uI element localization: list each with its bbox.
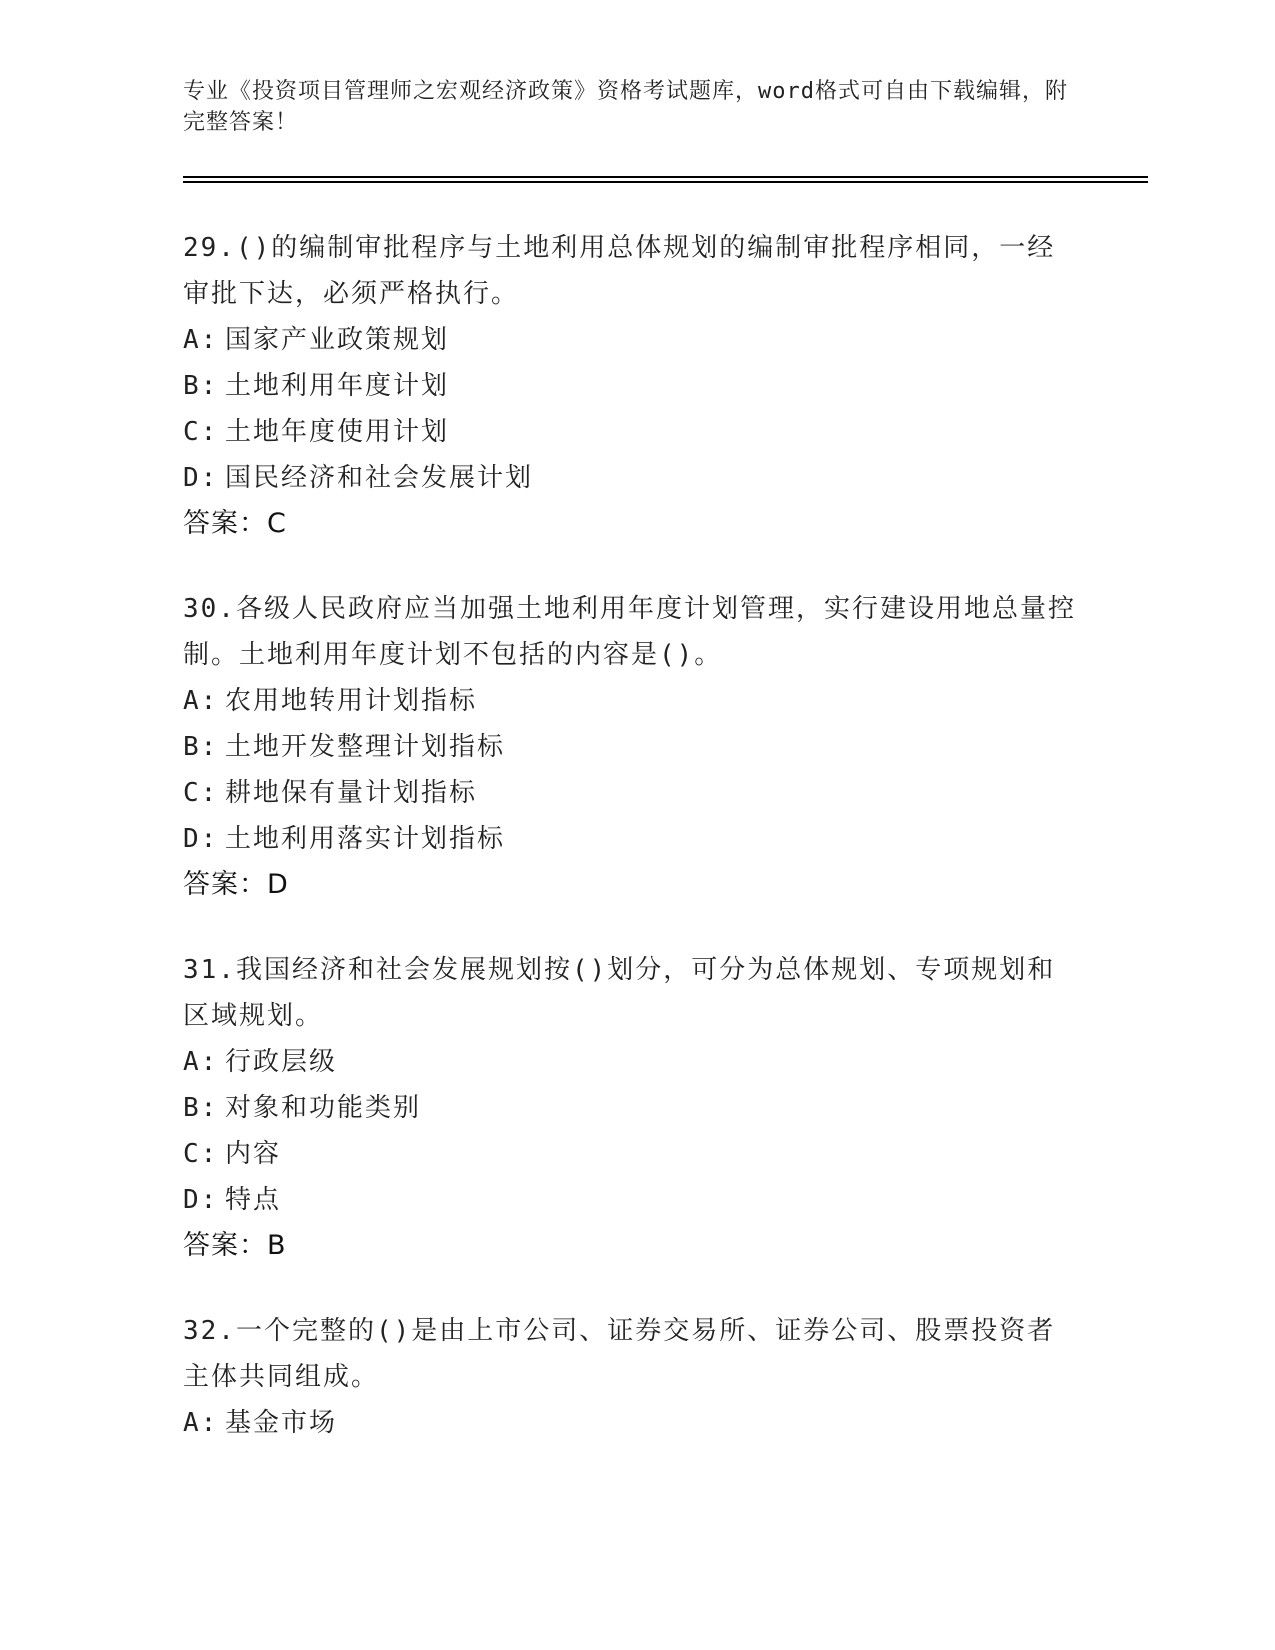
option-b <box>183 1085 1083 1131</box>
question-text: 32.一个完整的()是由上市公司、证券交易所、证券公司、股票投资者主体共同组成。 <box>183 1316 1056 1392</box>
option-letter: A: <box>183 1047 219 1077</box>
option-d <box>183 816 1083 862</box>
option-text: 对象和功能类别 <box>225 1093 422 1123</box>
option-a <box>183 1039 1083 1085</box>
option-d <box>183 455 1083 501</box>
option-text: 耕地保有量计划指标 <box>225 778 478 808</box>
option-a <box>183 678 1083 724</box>
option-text: 土地年度使用计划 <box>225 417 450 447</box>
question-text: 31.我国经济和社会发展规划按()划分，可分为总体规划、专项规划和区域规划。 <box>183 955 1056 1031</box>
option-text: 行政层级 <box>225 1047 338 1077</box>
question-block <box>183 1308 1083 1446</box>
option-text: 土地利用落实计划指标 <box>225 824 506 854</box>
question-block <box>183 225 1083 547</box>
question-block <box>183 586 1083 908</box>
option-text: 国民经济和社会发展计划 <box>225 463 534 493</box>
option-letter: A: <box>183 325 219 355</box>
document-header: 专业《投资项目管理师之宏观经济政策》资格考试题库，word格式可自由下载编辑，附完整答案！ <box>183 79 1068 135</box>
option-d <box>183 1177 1083 1223</box>
option-letter: B: <box>183 371 219 401</box>
question-text: 30.各级人民政府应当加强土地利用年度计划管理，实行建设用地总量控制。土地利用年度计划不包括的内容是()。 <box>183 594 1076 670</box>
option-text: 农用地转用计划指标 <box>225 686 478 716</box>
question-block <box>183 947 1083 1269</box>
answer-line: 答案：B <box>183 1230 287 1261</box>
option-text: 国家产业政策规划 <box>225 325 450 355</box>
header-rule-bottom <box>183 181 1148 183</box>
option-text: 土地利用年度计划 <box>225 371 450 401</box>
answer-line: 答案：D <box>183 869 289 900</box>
option-a <box>183 1400 1083 1446</box>
option-text: 内容 <box>225 1139 282 1169</box>
option-text: 特点 <box>225 1185 282 1215</box>
option-b <box>183 724 1083 770</box>
option-text: 基金市场 <box>225 1408 338 1438</box>
option-letter: D: <box>183 1185 219 1215</box>
option-letter: B: <box>183 1093 219 1123</box>
option-letter: A: <box>183 1408 219 1438</box>
question-text: 29.()的编制审批程序与土地利用总体规划的编制审批程序相同，一经审批下达，必须严格执行。 <box>183 233 1056 309</box>
option-letter: D: <box>183 463 219 493</box>
option-b <box>183 363 1083 409</box>
option-letter: A: <box>183 686 219 716</box>
option-c <box>183 409 1083 455</box>
option-letter: B: <box>183 732 219 762</box>
option-text: 土地开发整理计划指标 <box>225 732 506 762</box>
header-rule-top <box>183 176 1148 178</box>
option-letter: C: <box>183 1139 219 1169</box>
option-letter: C: <box>183 417 219 447</box>
option-letter: C: <box>183 778 219 808</box>
option-a <box>183 317 1083 363</box>
option-letter: D: <box>183 824 219 854</box>
option-c <box>183 770 1083 816</box>
option-c <box>183 1131 1083 1177</box>
answer-line: 答案：C <box>183 508 287 539</box>
